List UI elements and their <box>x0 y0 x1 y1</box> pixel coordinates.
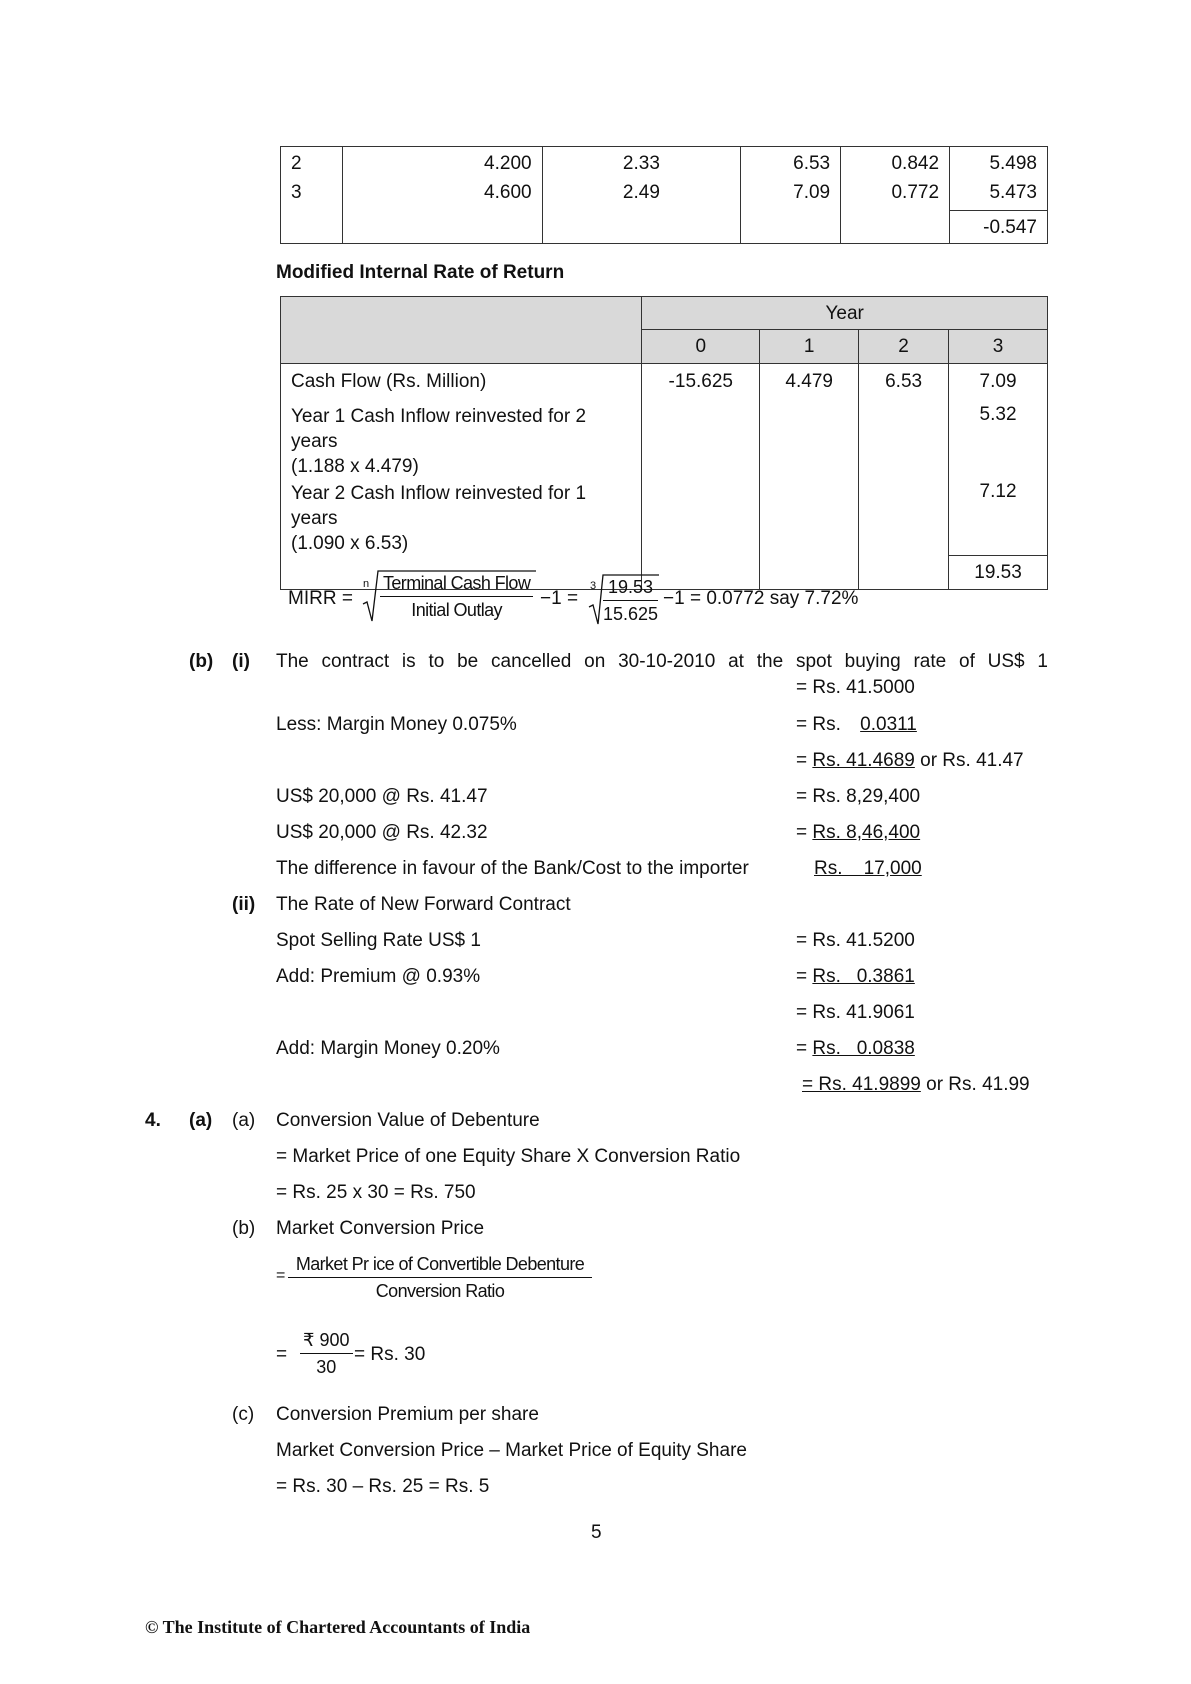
new-contract-title: The Rate of New Forward Contract <box>276 894 571 915</box>
fraction-numerator: 19.53 <box>603 577 658 601</box>
year-cell: 0 <box>642 330 760 364</box>
market-conversion-result: = Rs. 30 <box>354 1344 426 1365</box>
question-number: 4. <box>145 1110 161 1131</box>
table-cell: 6.53 <box>741 147 841 178</box>
table-cell <box>760 398 859 479</box>
margin-label: Less: Margin Money 0.075% <box>276 714 517 735</box>
margin2-label: Add: Margin Money 0.20% <box>276 1038 500 1059</box>
value-prefix: = <box>796 966 813 987</box>
fraction-numerator: ₹ 900 <box>300 1330 353 1354</box>
difference-value: Rs. 17,000 <box>814 858 922 879</box>
fraction-denominator: 15.625 <box>603 604 659 624</box>
table-cell: 4.200 <box>342 147 542 178</box>
year-header: Year <box>642 297 1048 330</box>
sub-label-b: (b) <box>232 1218 256 1239</box>
spot-selling-value: = Rs. 41.5200 <box>796 930 915 951</box>
table-row <box>281 211 1048 244</box>
amount-value-2: Rs. 8,46,400 <box>812 822 921 843</box>
table-cell <box>859 479 949 556</box>
fraction-denominator: Initial Outlay <box>411 600 502 620</box>
table-row <box>281 147 1048 178</box>
cash-flow-value: 7.09 <box>979 371 1017 392</box>
table-cell <box>281 211 343 244</box>
terminal-over-initial-fraction <box>380 573 533 621</box>
table-cell: 2 <box>281 147 343 178</box>
label-i: (i) <box>232 651 250 672</box>
year-cell: 1 <box>760 330 859 364</box>
spot-selling-label: Spot Selling Rate US$ 1 <box>276 930 481 951</box>
premium-value-line <box>796 966 915 988</box>
value-prefix: = <box>796 1038 813 1059</box>
net-rate-rounded: or Rs. 41.47 <box>914 750 1024 771</box>
cash-flow-label: Cash Flow (Rs. Million) <box>281 364 642 398</box>
years-row <box>281 330 1048 364</box>
amount-value-2-line <box>796 822 920 844</box>
table-cell <box>760 479 859 556</box>
sub-label-c: (c) <box>232 1404 255 1425</box>
spot-buying-value: = Rs. 41.5000 <box>796 677 915 698</box>
premium-value: Rs. 0.3861 <box>812 966 915 987</box>
mirr-table <box>280 296 1048 590</box>
table-row <box>281 364 1048 398</box>
minus-one: −1 = <box>540 588 579 609</box>
value-prefix: = <box>796 750 813 771</box>
conversion-value-result: = Rs. 25 x 30 = Rs. 750 <box>276 1182 476 1203</box>
net-rate-line <box>796 750 1024 772</box>
mirr-lhs: MIRR = <box>288 588 353 609</box>
table-cell <box>542 211 741 244</box>
amount-value-1: = Rs. 8,29,400 <box>796 786 921 807</box>
equals-sign: = <box>276 1344 288 1365</box>
year-header-row <box>281 297 1048 330</box>
price-over-ratio-fraction <box>300 1330 353 1378</box>
margin2-value-line <box>796 1038 915 1060</box>
root-index: n <box>363 578 370 590</box>
npv-continuation-table <box>280 146 1048 244</box>
header-blank-cell <box>281 330 642 364</box>
amount-label-1: US$ 20,000 @ Rs. 41.47 <box>276 786 488 807</box>
table-cell: 0.772 <box>841 178 950 211</box>
final-rate-rounded: or Rs. 41.99 <box>920 1074 1030 1095</box>
fraction-denominator: 30 <box>316 1357 337 1377</box>
table-cell <box>760 556 859 590</box>
table-cell: 5.498 <box>989 153 1037 174</box>
amount-label-2: US$ 20,000 @ Rs. 42.32 <box>276 822 488 843</box>
final-rate-value: = Rs. 41.9899 <box>802 1074 921 1095</box>
conversion-value-formula: = Market Price of one Equity Share X Conversion Ratio <box>276 1146 741 1167</box>
value-prefix: = Rs. <box>796 714 847 735</box>
table-cell <box>342 211 542 244</box>
fraction-numerator: Market Pr ice of Convertible Debenture <box>288 1254 592 1278</box>
terminal-total: 19.53 <box>974 562 1022 583</box>
value-prefix: = <box>796 822 813 843</box>
mirr-heading: Modified Internal Rate of Return <box>276 262 565 283</box>
table-cell <box>642 479 760 556</box>
header-blank-cell <box>281 297 642 330</box>
cash-flow-value: 6.53 <box>859 364 949 398</box>
difference-label: The difference in favour of the Bank/Cost to the importer <box>276 858 749 879</box>
conversion-premium-formula: Market Conversion Price – Market Price of Equity Share <box>276 1440 747 1461</box>
mirr-result: −1 = 0.0772 say 7.72% <box>663 588 859 609</box>
root-index: 3 <box>590 580 597 592</box>
reinvest-value: 5.32 <box>979 403 1017 425</box>
cash-flow-value: 4.479 <box>760 364 859 398</box>
table-cell: 2.33 <box>542 147 741 178</box>
mirr-value-fraction <box>603 577 658 625</box>
label-a: (a) <box>189 1110 213 1131</box>
market-conversion-fraction <box>288 1254 592 1302</box>
label-ii: (ii) <box>232 894 256 915</box>
conversion-value-title: Conversion Value of Debenture <box>276 1110 540 1131</box>
reinvest-line: (1.188 x 4.479) <box>291 455 419 477</box>
fraction-numerator: Terminal Cash Flow <box>380 573 533 597</box>
final-rate-line <box>802 1074 1030 1096</box>
table-cell <box>741 211 841 244</box>
table-row <box>281 398 1048 479</box>
fraction-denominator: Conversion Ratio <box>375 1281 505 1301</box>
table-cell: 5.473 <box>950 178 1048 211</box>
label-b: (b) <box>189 651 214 672</box>
market-conversion-title: Market Conversion Price <box>276 1218 485 1239</box>
year-cell: 2 <box>859 330 949 364</box>
premium-label: Add: Premium @ 0.93% <box>276 966 481 987</box>
reinvest-line: Year 1 Cash Inflow reinvested for 2 years <box>291 405 587 452</box>
net-rate-value: Rs. 41.4689 <box>812 750 915 771</box>
reinvest-line: Year 2 Cash Inflow reinvested for 1 years <box>291 482 587 529</box>
table-cell <box>642 398 760 479</box>
margin2-value: Rs. 0.0838 <box>812 1038 915 1059</box>
table-cell <box>859 398 949 479</box>
conversion-premium-result: = Rs. 30 – Rs. 25 = Rs. 5 <box>276 1476 490 1497</box>
reinvest-label <box>281 479 642 556</box>
sub-label-a: (a) <box>232 1110 256 1131</box>
table-cell <box>859 556 949 590</box>
subtotal-value: = Rs. 41.9061 <box>796 1002 915 1023</box>
equals-sign: = <box>276 1267 286 1284</box>
reinvest-label <box>281 398 642 479</box>
table-cell <box>841 211 950 244</box>
cancellation-intro: The contract is to be cancelled on 30-10-2010 at the spot buying rate of US$ 1 <box>276 651 1048 672</box>
table-row <box>281 178 1048 211</box>
table-cell: 7.09 <box>741 178 841 211</box>
table-row <box>281 479 1048 556</box>
table-cell: 0.842 <box>841 147 950 178</box>
table-cell: 3 <box>281 178 343 211</box>
cash-flow-value: -15.625 <box>642 364 760 398</box>
table-cell: 2.49 <box>542 178 741 211</box>
margin-value-line <box>796 714 917 736</box>
reinvest-value: 7.12 <box>949 479 1048 556</box>
page-number: 5 <box>591 1522 602 1543</box>
table-cell: 4.600 <box>342 178 542 211</box>
reinvest-line: (1.090 x 6.53) <box>291 532 409 554</box>
year-cell: 3 <box>949 330 1048 364</box>
npv-total: -0.547 <box>983 217 1037 238</box>
footer-copyright: © The Institute of Chartered Accountants of India <box>145 1617 531 1637</box>
margin-value: 0.0311 <box>860 714 917 735</box>
conversion-premium-title: Conversion Premium per share <box>276 1404 539 1425</box>
